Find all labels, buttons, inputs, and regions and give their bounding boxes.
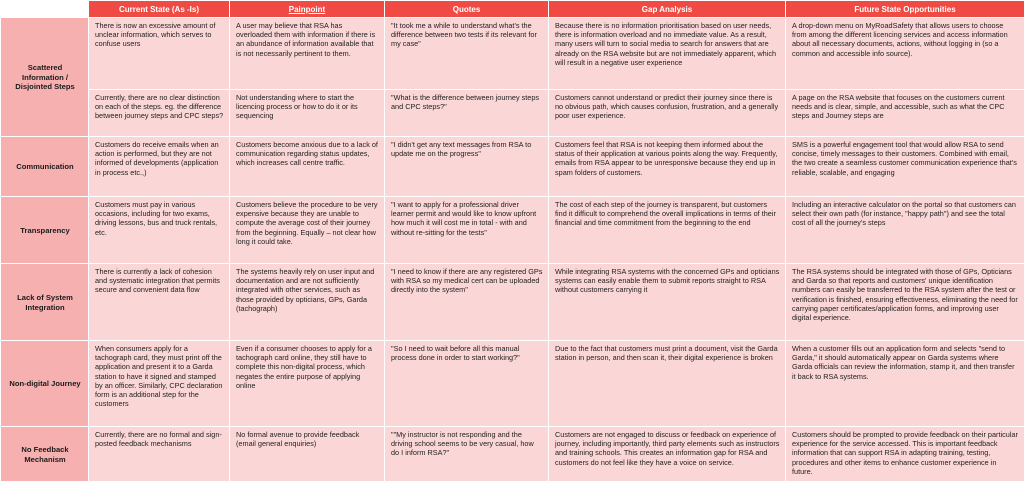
table-row — [1, 90, 1024, 137]
gap-analysis-cell: The cost of each step of the journey is transparent, but customers find it difficult to comprehend the overall implications in terms of their financial and time commitment from the beginning to the end — [549, 197, 786, 264]
category-system-integration: Lack of System Integration — [1, 264, 89, 341]
current-state-cell: Customers do receive emails when an action is performed, but they are not informed of developments (application in process etc.,) — [89, 137, 230, 197]
category-communication: Communication — [1, 137, 89, 197]
current-state-cell: When consumers apply for a tachograph card, they must print off the application and present it to a Garda station to have it signed and stamped by an officer. Similarly, CPC declaration form is an additional step for the customers — [89, 341, 230, 427]
header-gap-analysis: Gap Analysis — [549, 1, 786, 18]
category-no-feedback: No Feedback Mechanism — [1, 427, 89, 482]
quote-cell: "I need to know if there are any registered GPs with RSA so my medical cert can be uploaded directly into the system" — [385, 264, 549, 341]
gap-analysis-cell: Customers cannot understand or predict their journey since there is no obvious path, which causes confusion, frustration, and a generally poor user experience. — [549, 90, 786, 137]
quote-cell: "I didn't get any text messages from RSA to update me on the progress" — [385, 137, 549, 197]
quote-cell: "So I need to wait before all this manual process done in order to start working?" — [385, 341, 549, 427]
future-state-cell: Customers should be prompted to provide feedback on their particular experience for the service accessed. This is important feedback information that can support RSA in adapting training, testing, procedures and other items to enhance customer experience in future. — [786, 427, 1024, 482]
future-state-cell: SMS is a powerful engagement tool that would allow RSA to send concise, timely messages to their customers. Combined with email, the two create a seamless customer communication experience that's reliable, scalable, and engaging — [786, 137, 1024, 197]
table-row — [1, 427, 1024, 482]
current-state-cell: Customers must pay in various occasions, including for two exams, driving lessons, bus and truck rentals, etc. — [89, 197, 230, 264]
table-row — [1, 18, 1024, 90]
header-corner — [1, 1, 89, 18]
painpoint-cell: A user may believe that RSA has overloaded them with information if there is an abundance of information available that is not necessarily pertinent to them. — [230, 18, 385, 90]
current-state-cell: Currently, there are no clear distinction on each of the steps. eg. the difference between journey steps and CPC steps? — [89, 90, 230, 137]
table-row — [1, 137, 1024, 197]
gap-analysis-cell: Due to the fact that customers must print a document, visit the Garda station in person, and then scan it, their digital experience is broken — [549, 341, 786, 427]
future-state-cell: When a customer fills out an application form and selects "send to Garda," it should automatically appear on Garda systems where Garda officials can review the information, stamp it, and then transfer it back to RSA systems. — [786, 341, 1024, 427]
quote-cell: "It took me a while to understand what's the difference between two tests if its relevant for my case" — [385, 18, 549, 90]
painpoint-cell: No formal avenue to provide feedback (email general enquiries) — [230, 427, 385, 482]
gap-analysis-cell: While integrating RSA systems with the concerned GPs and opticians systems can easily enable them to submit reports straight to RSA without customers carrying it — [549, 264, 786, 341]
header-row — [1, 1, 1024, 18]
future-state-cell: The RSA systems should be integrated with those of GPs, Opticians and Garda so that reports and customers' unique identification numbers can easily be transferred to the RSA system after the test or verification is finished, ensuring effectiveness, eliminating the need for carrying paper certificates/application forms, and improving user digital experience. — [786, 264, 1024, 341]
gap-analysis-cell: Customers feel that RSA is not keeping them informed about the status of their application at various points along the way. Frequently, emails from RSA appear to be unresponsive because they end up in spam folders of customers. — [549, 137, 786, 197]
header-quotes: Quotes — [385, 1, 549, 18]
quote-cell: ""My instructor is not responding and the driving school seems to be very casual, how do I inform RSA?" — [385, 427, 549, 482]
current-state-cell: There is now an excessive amount of unclear information, which serves to confuse users — [89, 18, 230, 90]
future-state-cell: A page on the RSA website that focuses on the customers current needs and is clear, simple, and accessible, such as what the CPC steps and Journey steps are — [786, 90, 1024, 137]
category-non-digital-journey: Non-digital Journey — [1, 341, 89, 427]
future-state-cell: Including an interactive calculator on the portal so that customers can select their own path (for instance, "happy path") and see the total cost of all the journey's steps — [786, 197, 1024, 264]
category-transparency: Transparency — [1, 197, 89, 264]
gap-analysis-cell: Customers are not engaged to discuss or feedback on experience of journey, including importantly, third party elements such as instructors and training schools. This creates an information gap for RSA and customers do not feel like they have a voice on service. — [549, 427, 786, 482]
current-state-cell: There is currently a lack of cohesion and systematic integration that permits secure and convenient data flow — [89, 264, 230, 341]
painpoint-cell: Customers believe the procedure to be very expensive because they are unable to compute the average cost of their journey from the beginning. Equally – not clear how long it could take. — [230, 197, 385, 264]
quote-cell: "I want to apply for a professional driver learner permit and would like to know upfront how much it will cost me in total - with and without re-sitting for the tests" — [385, 197, 549, 264]
painpoint-cell: Even if a consumer chooses to apply for a tachograph card online, they still have to complete this non-digital process, which negates the entire purpose of applying online — [230, 341, 385, 427]
quote-cell: "What is the difference between journey steps and CPC steps?" — [385, 90, 549, 137]
header-current-state: Current State (As -Is) — [89, 1, 230, 18]
category-scattered-information: Scattered Information / Disjointed Steps — [1, 18, 89, 137]
painpoint-cell: Customers become anxious due to a lack of communication regarding status updates, which increases call centre traffic. — [230, 137, 385, 197]
gap-analysis-cell: Because there is no information prioritisation based on user needs, there is information overload and no immediate value. As a result, many users will turn to social media to search for answers that are already on the RSA website but are not immediately apparent, which will result in a negative user experience — [549, 18, 786, 90]
table-row — [1, 341, 1024, 427]
future-state-cell: A drop-down menu on MyRoadSafety that allows users to choose from among the different licencing services and access information about all necessary documents, actions, without logging in (so a common and accessible info source). — [786, 18, 1024, 90]
painpoint-cell: The systems heavily rely on user input and documentation and are not sufficiently integrated with other services, such as those provided by opticians, GPs, Garda (tachograph) — [230, 264, 385, 341]
header-future-state: Future State Opportunities — [786, 1, 1024, 18]
header-painpoint: Painpoint — [230, 1, 385, 18]
current-state-cell: Currently, there are no formal and sign-posted feedback mechanisms — [89, 427, 230, 482]
table-row — [1, 264, 1024, 341]
painpoint-cell: Not understanding where to start the licencing process or how to do it or its sequencing — [230, 90, 385, 137]
table-row — [1, 197, 1024, 264]
